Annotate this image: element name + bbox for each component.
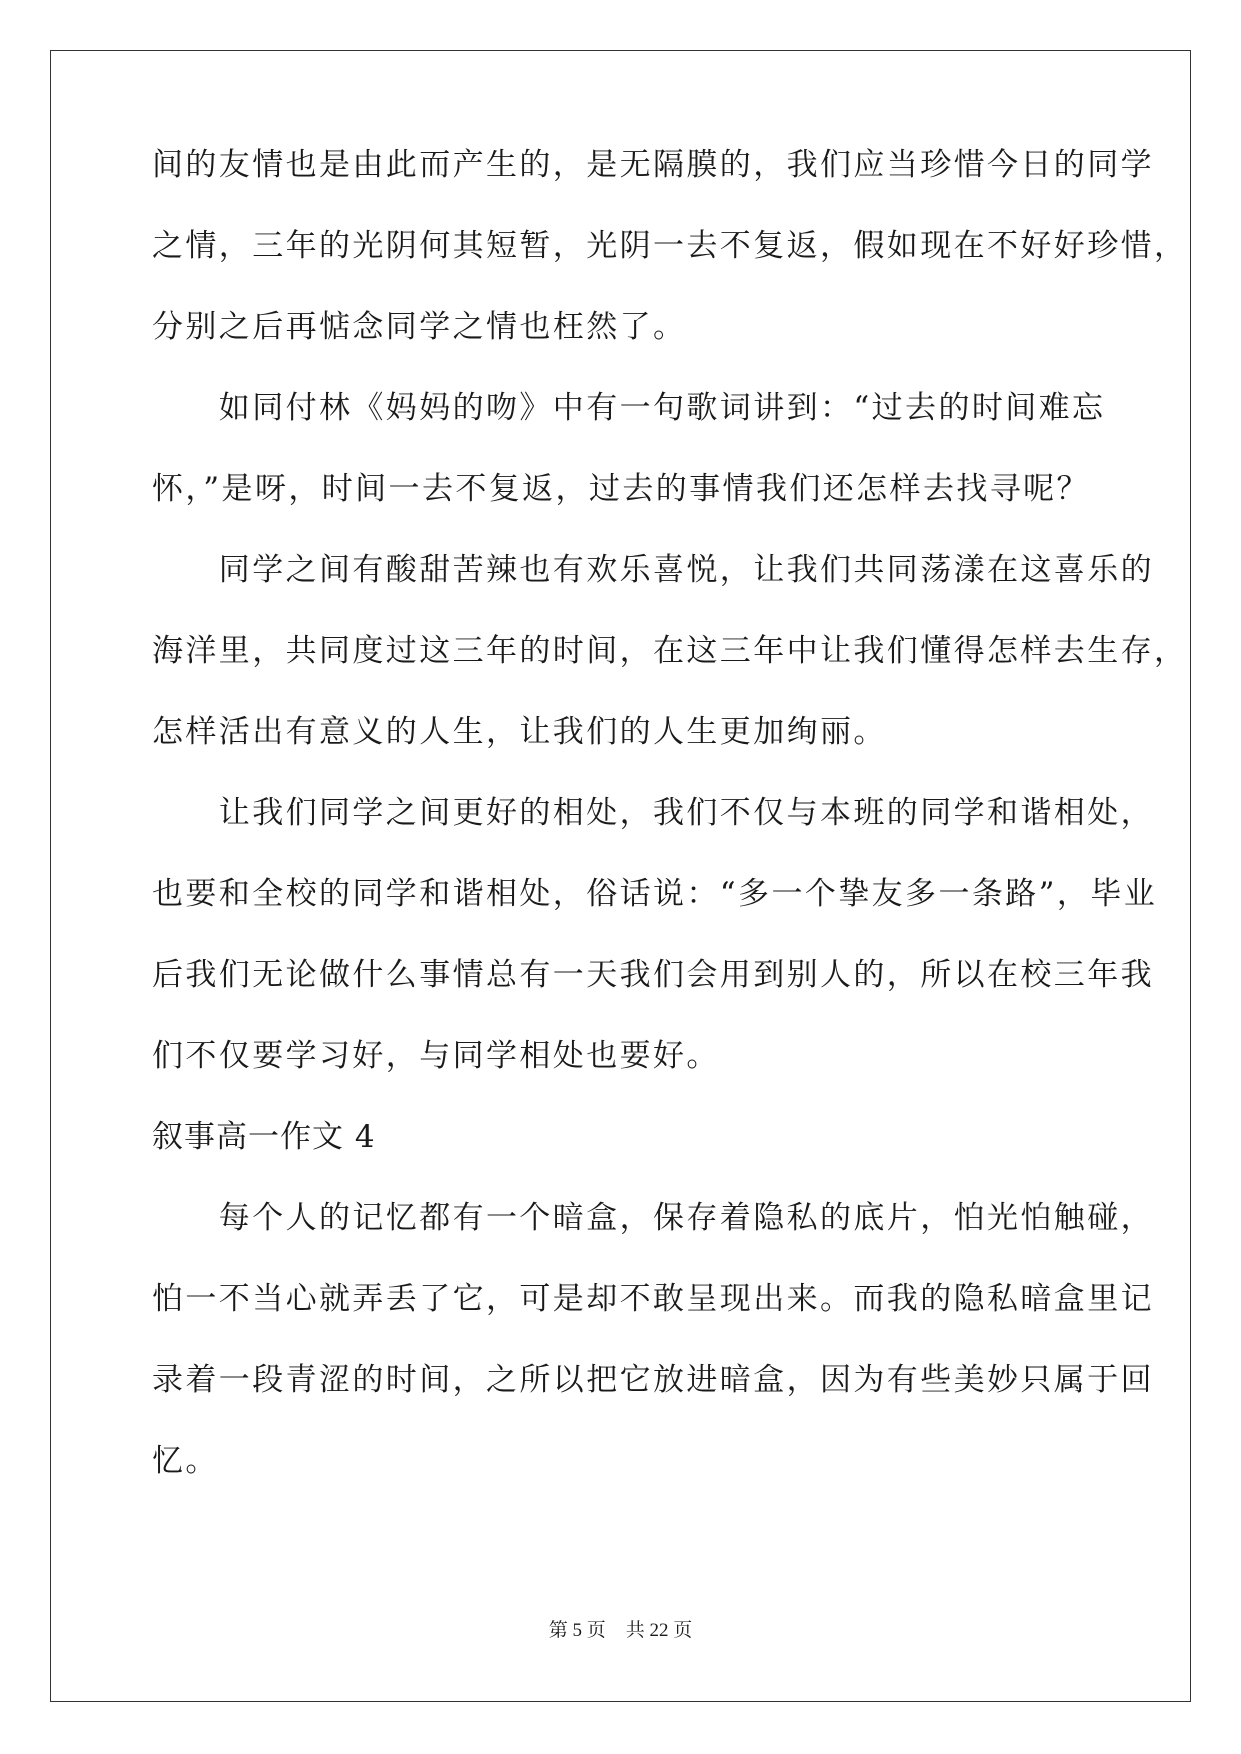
- text-line: 也要和全校的同学和谐相处，俗话说：“多一个挚友多一条路”，毕业: [152, 876, 1158, 912]
- text-line: 录着一段青涩的时间，之所以把它放进暗盒，因为有些美妙只属于回: [152, 1362, 1154, 1398]
- text-line: 每个人的记忆都有一个暗盒，保存着隐私的底片，怕光怕触碰，: [152, 1200, 1154, 1236]
- text-line: 间的友情也是由此而产生的，是无隔膜的，我们应当珍惜今日的同学: [152, 147, 1154, 183]
- text-line: 分别之后再惦念同学之情也枉然了。: [152, 309, 687, 345]
- text-line: 海洋里，共同度过这三年的时间，在这三年中让我们懂得怎样去生存，: [152, 633, 1188, 669]
- section-heading: 叙事高一作文 4: [152, 1119, 376, 1155]
- text-line: 如同付林《妈妈的吻》中有一句歌词讲到：“过去的时间难忘: [152, 390, 1106, 426]
- text-line: 怀，”是呀，时间一去不复返，过去的事情我们还怎样去找寻呢？: [152, 471, 1090, 507]
- text-line: 怕一不当心就弄丢了它，可是却不敢呈现出来。而我的隐私暗盒里记: [152, 1281, 1154, 1317]
- text-line: 怎样活出有意义的人生，让我们的人生更加绚丽。: [152, 714, 887, 750]
- text-line: 之情，三年的光阴何其短暂，光阴一去不复返，假如现在不好好珍惜，: [152, 228, 1188, 264]
- page-number-current: 第 5 页: [548, 1620, 606, 1641]
- text-line: 忆。: [152, 1443, 219, 1479]
- text-line: 让我们同学之间更好的相处，我们不仅与本班的同学和谐相处，: [152, 795, 1154, 831]
- page-number-total: 共 22 页: [625, 1620, 693, 1641]
- page-footer: [0, 1619, 1241, 1643]
- text-line: 后我们无论做什么事情总有一天我们会用到别人的，所以在校三年我: [152, 957, 1154, 993]
- text-line: 们不仅要学习好，与同学相处也要好。: [152, 1038, 720, 1074]
- text-line: 同学之间有酸甜苦辣也有欢乐喜悦，让我们共同荡漾在这喜乐的: [152, 552, 1154, 588]
